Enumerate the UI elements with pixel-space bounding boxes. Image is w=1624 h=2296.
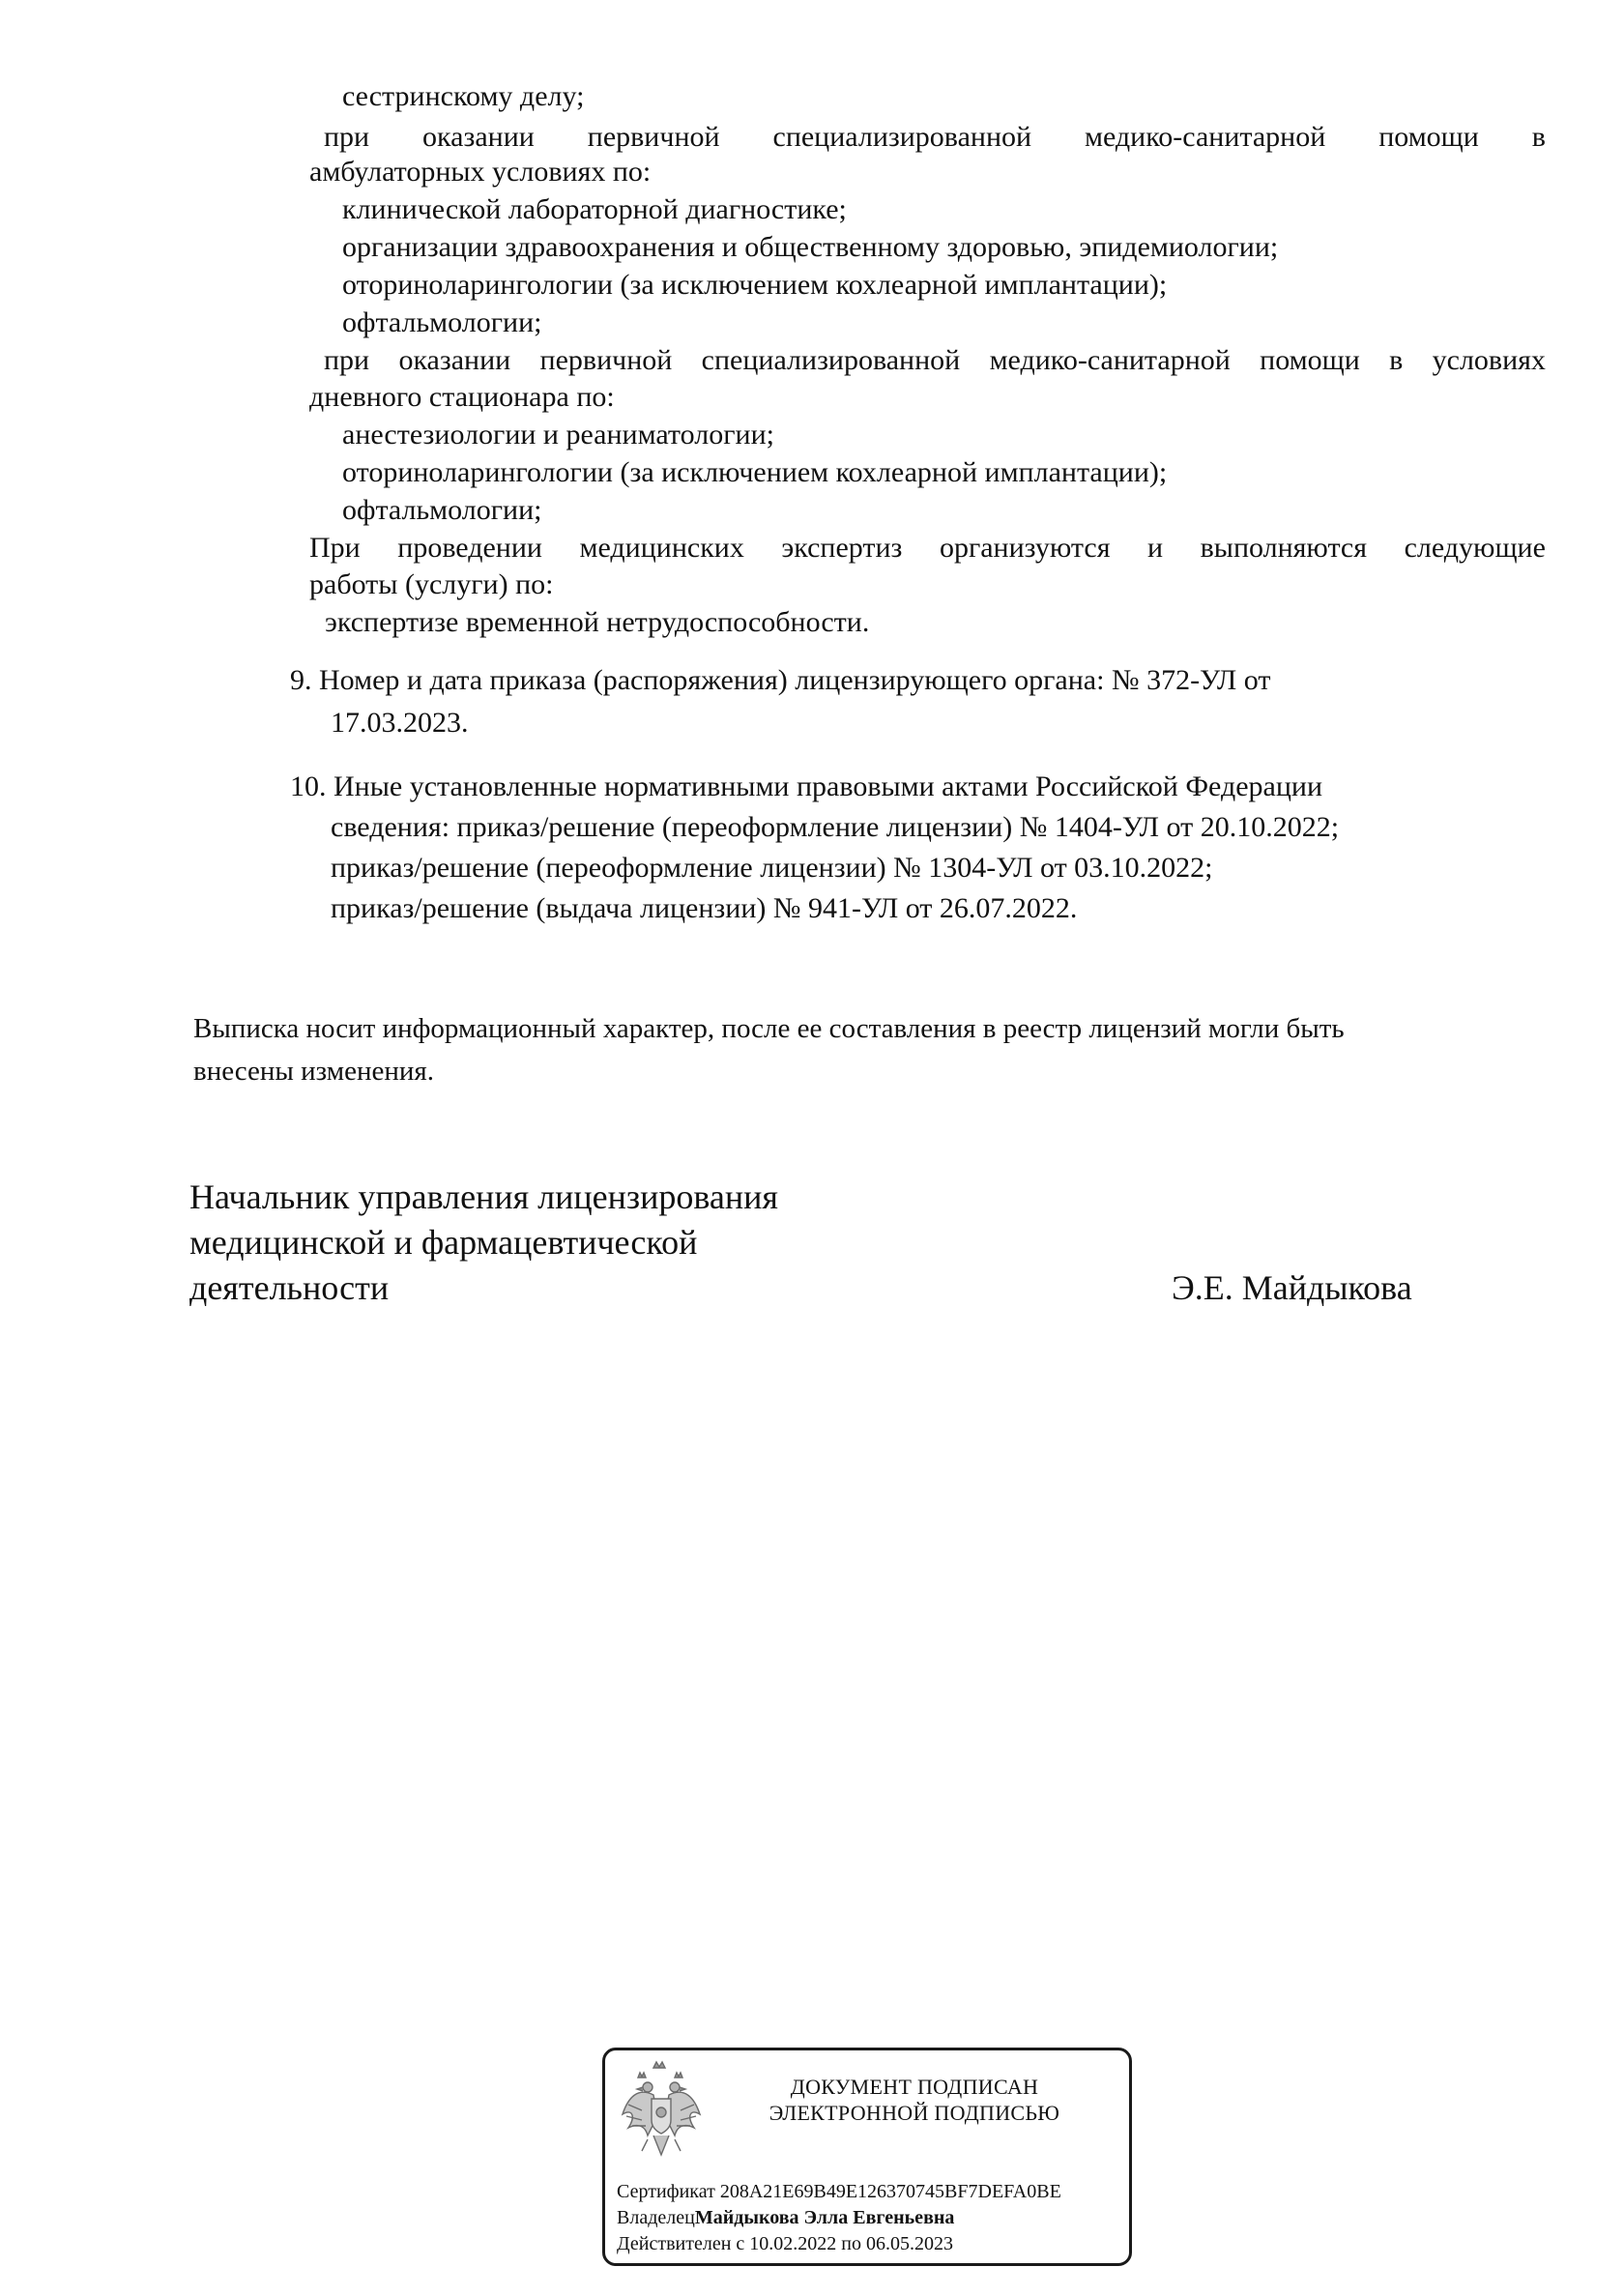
word: первичной	[539, 344, 673, 376]
stamp-heading-line2: ЭЛЕКТРОННОЙ ПОДПИСЬЮ	[768, 2101, 1060, 2125]
notice-line1: Выписка носит информационный характер, после ее составления в реестр лицензий могли быть	[193, 1013, 1345, 1044]
word: условиях	[1432, 344, 1546, 376]
line-clinical-lab: клинической лабораторной диагностике;	[342, 193, 847, 225]
signatory-title-line2: медицинской и фармацевтической	[189, 1223, 698, 1262]
stamp-owner	[617, 2205, 954, 2230]
item10-line4: приказ/решение (выдача лицензии) № 941-УЛ от 26.07.2022.	[331, 892, 1078, 924]
stamp-certificate-value: 208A21E69B49E126370745BF7DEFA0BE	[719, 2181, 1061, 2202]
paragraph-ambulatory-line1	[324, 120, 1546, 155]
line-ophthalmology-2: офтальмологии;	[342, 494, 542, 526]
item9-line1: 9. Номер и дата приказа (распоряжения) лицензирующего органа: № 372-УЛ от	[290, 664, 1271, 696]
item10-line3: приказ/решение (переоформление лицензии) № 1304-УЛ от 03.10.2022;	[331, 852, 1213, 884]
word: медико-санитарной	[989, 344, 1231, 376]
word: и	[1147, 532, 1164, 564]
signatory-title-line3: деятельности	[189, 1268, 390, 1307]
word: в	[1531, 121, 1546, 153]
word: При	[309, 532, 361, 564]
line-organization-health: организации здравоохранения и общественному здоровью, эпидемиологии;	[342, 231, 1279, 263]
word: специализированной	[772, 121, 1032, 153]
word: помощи	[1260, 344, 1360, 376]
word: в	[1389, 344, 1404, 376]
paragraph-expertise-line2: работы (услуги) по:	[309, 568, 554, 600]
line-otorhino-1: оториноларингологии (за исключением кохлеарной имплантации);	[342, 269, 1168, 301]
word: при	[324, 344, 370, 376]
paragraph-day-hospital-line1	[324, 343, 1546, 378]
paragraph-day-hospital-line2: дневного стационара по:	[309, 381, 615, 413]
word: проведении	[397, 532, 542, 564]
word: медико-санитарной	[1085, 121, 1326, 153]
signatory-name: Э.Е. Майдыкова	[1172, 1268, 1412, 1307]
stamp-owner-label: Владелец	[617, 2207, 695, 2228]
paragraph-ambulatory-line2: амбулаторных условиях по:	[309, 156, 652, 188]
word: специализированной	[701, 344, 961, 376]
electronic-signature-stamp	[602, 2048, 1132, 2266]
line-temporary-disability: экспертизе временной нетрудоспособности.	[325, 606, 870, 638]
line-ophthalmology-1: офтальмологии;	[342, 306, 542, 338]
word: оказании	[398, 344, 511, 376]
word: медицинских	[579, 532, 744, 564]
paragraph-expertise-line1	[309, 531, 1546, 566]
item10-line2: сведения: приказ/решение (переоформление лицензии) № 1404-УЛ от 20.10.2022;	[331, 811, 1340, 843]
word: при	[324, 121, 370, 153]
notice-line2: внесены изменения.	[193, 1056, 434, 1087]
signatory-title-line1: Начальник управления лицензирования	[189, 1177, 778, 1216]
line-anesthesiology: анестезиологии и реаниматологии;	[342, 419, 774, 450]
word: первичной	[587, 121, 720, 153]
stamp-owner-value: Майдыкова Элла Евгеньевна	[694, 2207, 955, 2228]
word: следующие	[1404, 532, 1546, 564]
word: выполняются	[1200, 532, 1368, 564]
item10-line1: 10. Иные установленные нормативными правовыми актами Российской Федерации	[290, 770, 1323, 802]
word: организуются	[939, 532, 1111, 564]
stamp-validity: Действителен с 10.02.2022 по 06.05.2023	[617, 2233, 953, 2254]
word: оказании	[422, 121, 535, 153]
coat-of-arms-icon	[619, 2058, 704, 2165]
line-nursing: сестринскому делу;	[342, 80, 585, 112]
word: экспертиз	[781, 532, 903, 564]
word: помощи	[1378, 121, 1479, 153]
stamp-heading-line1: ДОКУМЕНТ ПОДПИСАН	[790, 2075, 1039, 2099]
stamp-certificate-label: Сертификат	[617, 2181, 715, 2202]
line-otorhino-2: оториноларингологии (за исключением кохлеарной имплантации);	[342, 456, 1168, 488]
item9-line2: 17.03.2023.	[331, 707, 469, 739]
stamp-certificate	[617, 2179, 1061, 2204]
